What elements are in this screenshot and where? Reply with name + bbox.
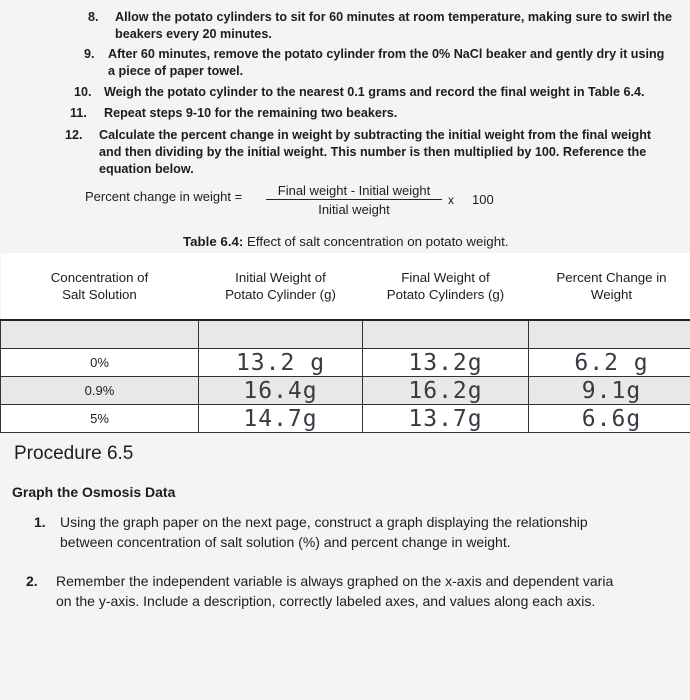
table-cell xyxy=(363,320,529,349)
step-8 xyxy=(88,9,688,43)
step-text-line: and then dividing by the initial weight. This number is then multiplied by 100. Reference the xyxy=(99,145,647,159)
procedure-item-2 xyxy=(26,571,690,611)
table-caption-label: Table 6.4: xyxy=(183,234,244,249)
step-text-line: equation below. xyxy=(99,162,194,176)
table-row xyxy=(1,377,690,405)
concentration-cell: 0.9% xyxy=(1,377,199,405)
final-weight-cell: 13.7g xyxy=(363,405,529,433)
step-text-line: beakers every 20 minutes. xyxy=(115,27,272,41)
procedure-item-1 xyxy=(34,512,690,552)
concentration-cell: 5% xyxy=(1,405,199,433)
formula-denominator: Initial weight xyxy=(318,202,390,217)
concentration-cell: 0% xyxy=(1,349,199,377)
step-number: 8. xyxy=(88,10,99,24)
initial-weight-cell: 13.2 g xyxy=(199,349,363,377)
formula-label: Percent change in weight = xyxy=(85,189,243,204)
header-line: Initial Weight of xyxy=(235,270,326,285)
item-text-line: Using the graph paper on the next page, construct a graph displaying the relationship xyxy=(60,514,588,530)
header-line: Percent Change in xyxy=(556,270,667,285)
step-number: 11. xyxy=(70,106,87,120)
procedure-subtitle: Graph the Osmosis Data xyxy=(12,484,176,500)
table-caption xyxy=(183,234,508,249)
header-line: Salt Solution xyxy=(62,287,137,302)
step-number: 9. xyxy=(84,47,95,61)
table-caption-text: Effect of salt concentration on potato weight. xyxy=(243,234,509,249)
percent-change-cell: 9.1g xyxy=(529,377,690,405)
step-text-line: Calculate the percent change in weight by subtracting the initial weight from the final weight xyxy=(99,128,652,142)
formula-numerator: Final weight - Initial weight xyxy=(266,183,442,200)
step-text-line: Weigh the potato cylinder to the nearest 0.1 grams and record the final weight in Table 6.4. xyxy=(104,85,645,99)
step-11 xyxy=(70,105,688,122)
header-initial-weight xyxy=(199,253,363,320)
item-text-line: between concentration of salt solution (%) and percent change in weight. xyxy=(60,534,511,550)
formula-fraction xyxy=(266,183,442,217)
header-line: Concentration of xyxy=(50,270,149,285)
step-text-line: a piece of paper towel. xyxy=(108,64,244,78)
item-number: 1. xyxy=(34,514,46,530)
step-number: 10. xyxy=(74,85,92,99)
header-line: Final Weight of xyxy=(401,270,490,285)
item-text-line: on the y-axis. Include a description, correctly labeled axes, and values along each axis. xyxy=(56,593,596,609)
formula-times: x xyxy=(448,193,454,207)
table-cell xyxy=(1,320,199,349)
header-final-weight xyxy=(363,253,529,320)
step-12 xyxy=(65,127,690,178)
step-10 xyxy=(74,84,688,101)
item-text-line: Remember the independent variable is always graphed on the x-axis and dependent varia xyxy=(56,573,614,589)
table-cell xyxy=(529,320,690,349)
formula-factor: 100 xyxy=(472,192,494,207)
initial-weight-cell: 16.4g xyxy=(199,377,363,405)
procedure-title: Procedure 6.5 xyxy=(14,443,134,464)
percent-change-cell: 6.2 g xyxy=(529,349,690,377)
table-row xyxy=(1,349,690,377)
final-weight-cell: 13.2g xyxy=(363,349,529,377)
final-weight-cell: 16.2g xyxy=(363,377,529,405)
header-percent-change xyxy=(529,253,690,320)
step-9 xyxy=(84,46,688,80)
item-number: 2. xyxy=(26,573,38,589)
table-cell xyxy=(199,320,363,349)
table-row xyxy=(1,320,690,349)
table-row xyxy=(1,405,690,433)
table-header-row xyxy=(1,253,690,320)
step-text-line: Allow the potato cylinders to sit for 60 minutes at room temperature, making sure to swirl the xyxy=(115,10,673,24)
header-concentration xyxy=(1,253,199,320)
step-number: 12. xyxy=(65,128,83,142)
header-line: Potato Cylinder (g) xyxy=(225,287,336,302)
step-text-line: After 60 minutes, remove the potato cylinder from the 0% NaCl beaker and gently dry it using xyxy=(108,47,665,61)
header-line: Weight xyxy=(590,287,633,302)
header-line: Potato Cylinders (g) xyxy=(386,287,505,302)
initial-weight-cell: 14.7g xyxy=(199,405,363,433)
potato-weight-table xyxy=(0,253,690,433)
percent-change-cell: 6.6g xyxy=(529,405,690,433)
step-text-line: Repeat steps 9-10 for the remaining two beakers. xyxy=(104,106,398,120)
